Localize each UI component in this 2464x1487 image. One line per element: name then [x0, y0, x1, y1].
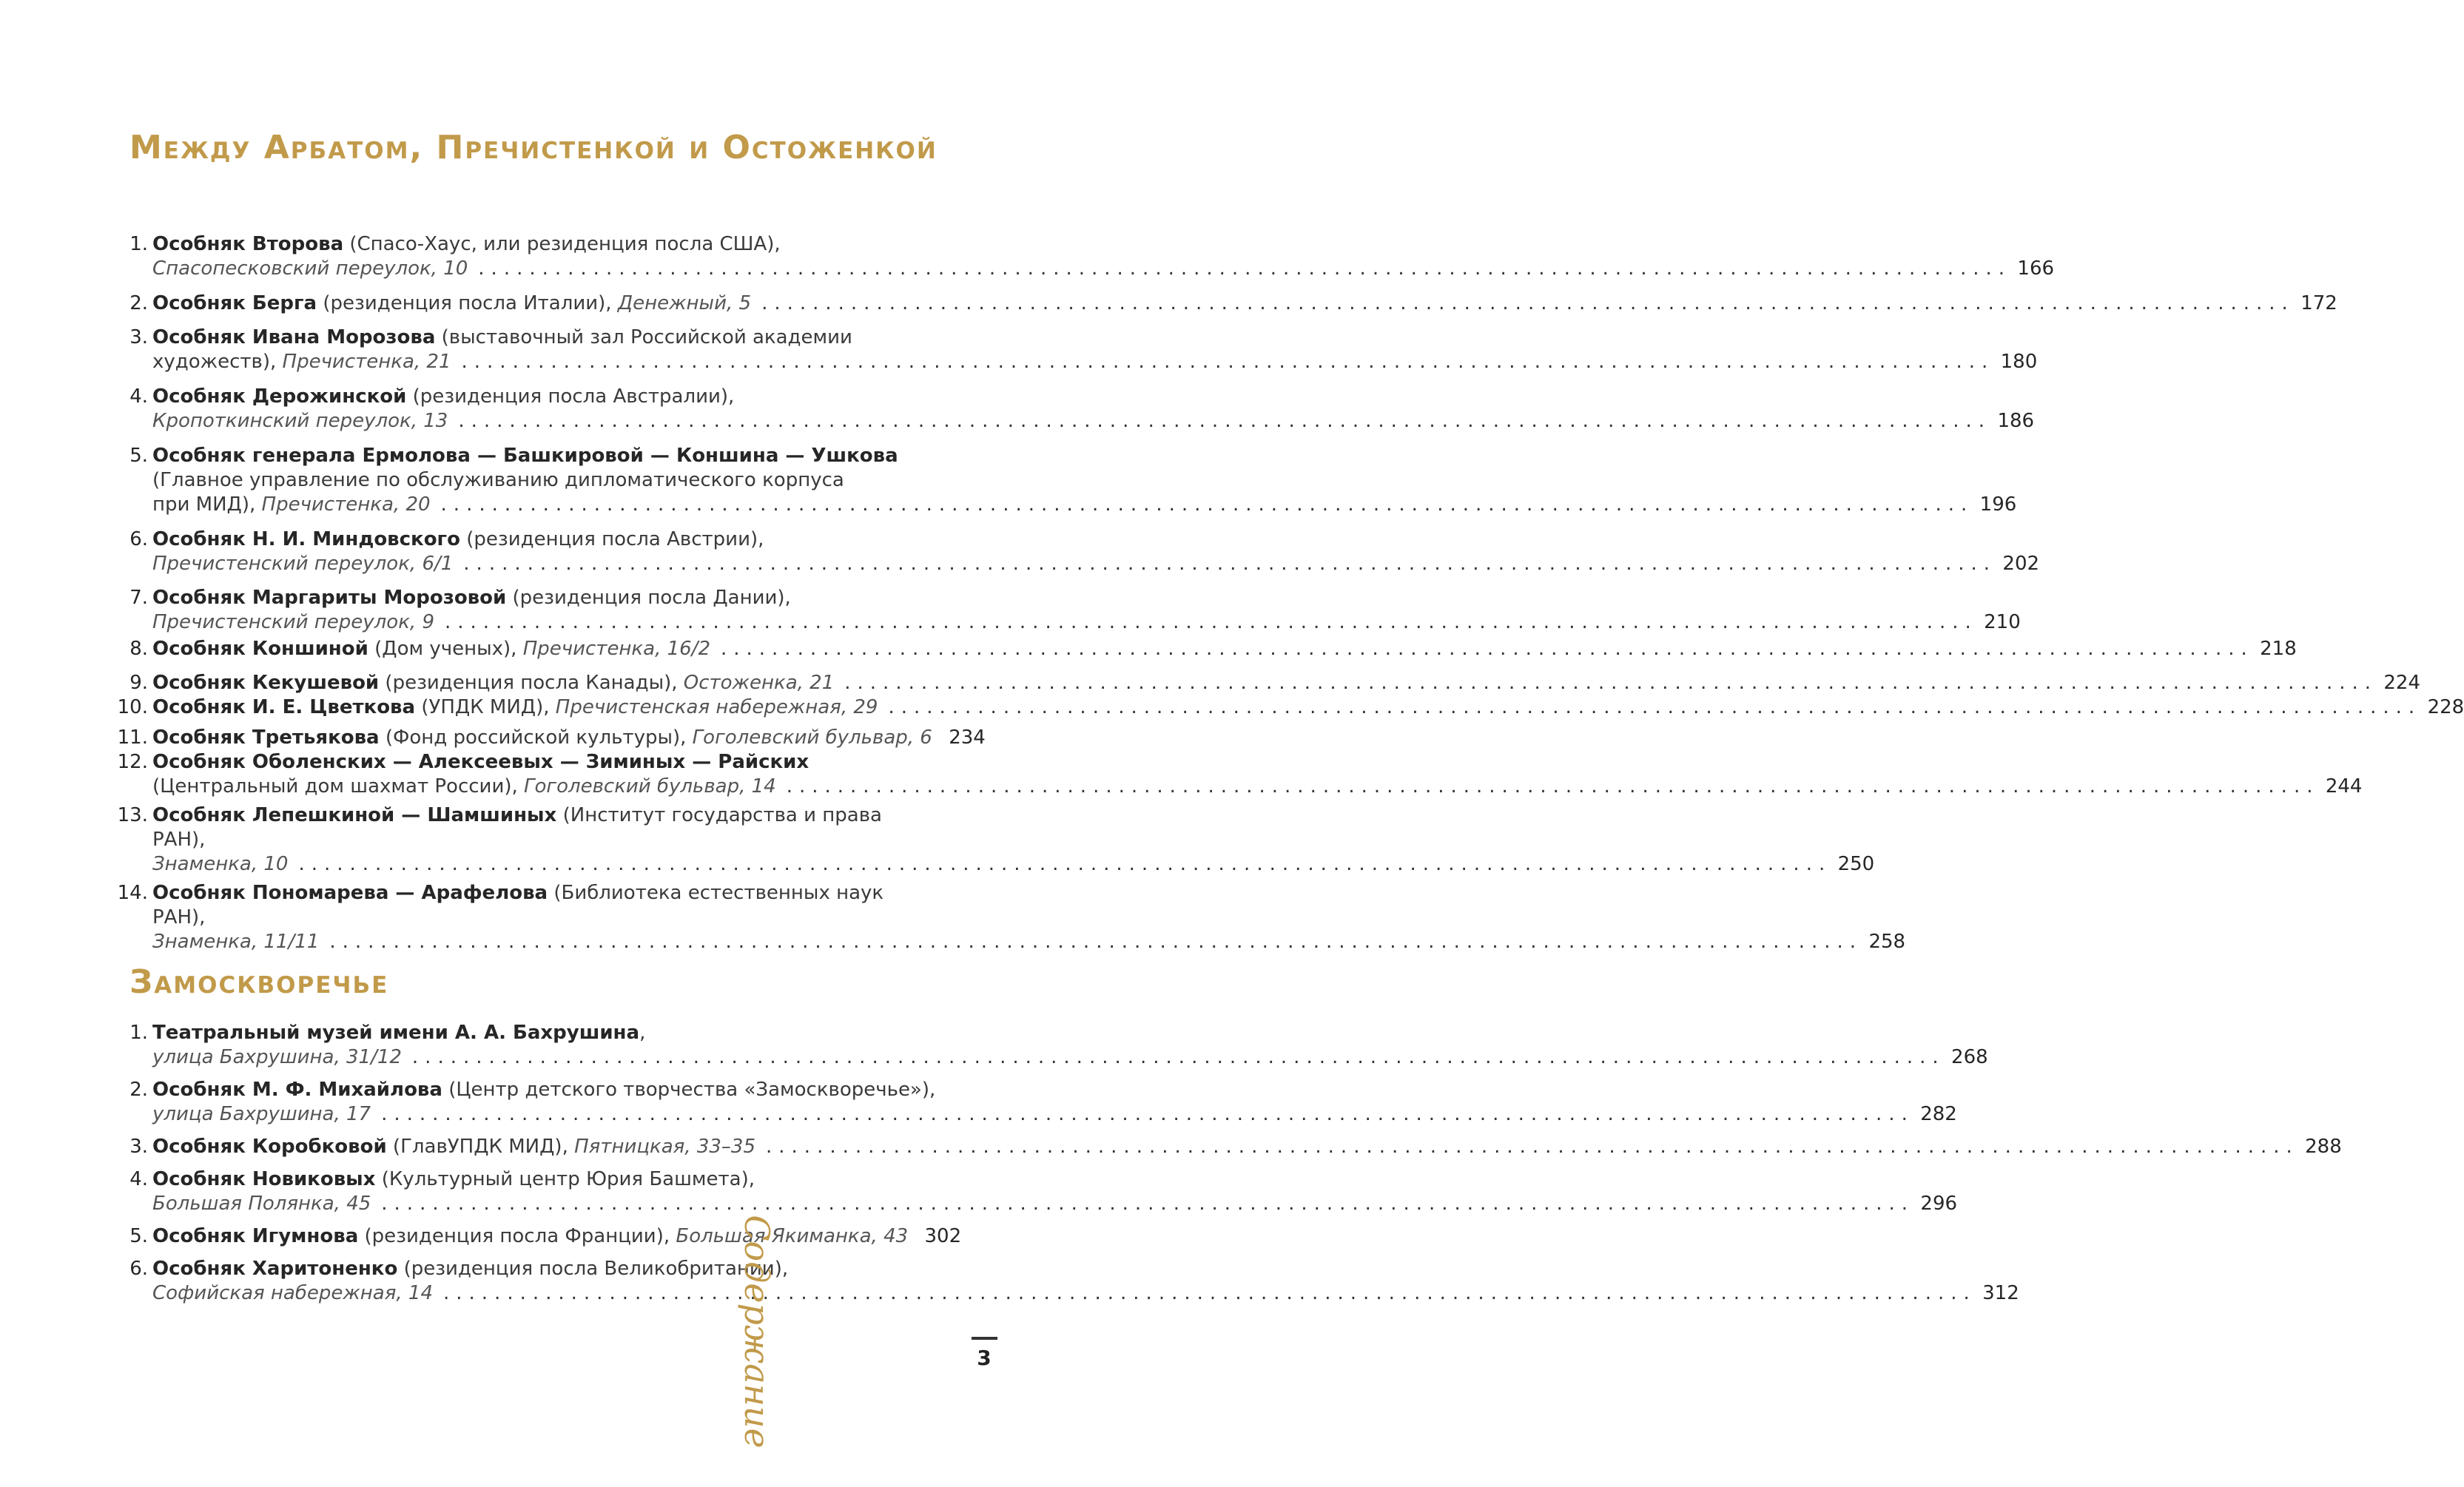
- page-ref: 180: [2000, 351, 2038, 373]
- entry-description: (Дом ученых),: [368, 638, 523, 660]
- entry-address: Спасопесковский переулок, 10: [152, 257, 468, 280]
- page-ref: 234: [949, 726, 986, 749]
- entry-title: Особняк Третьякова: [152, 726, 380, 749]
- entry-address: улица Бахрушина, 31/12: [152, 1046, 402, 1068]
- entry-number: 8.: [129, 638, 148, 660]
- entry-description: (Фонд российской культуры),: [379, 726, 693, 749]
- dot-leader: ........................................................................................................................: [381, 1193, 1915, 1215]
- page-number: 3: [977, 1346, 992, 1370]
- entry-address: Знаменка, 10: [152, 853, 289, 875]
- toc-entry[interactable]: [111, 726, 986, 750]
- dot-leader: ........................................................................................................................: [445, 611, 1978, 633]
- entry-number: 5.: [129, 1225, 148, 1247]
- entry-number: 10.: [117, 696, 148, 718]
- entry-title: Особняк Маргариты Морозовой: [152, 587, 507, 609]
- entry-title: Особняк Берга: [152, 292, 317, 314]
- entry-address: Пречистенка, 21: [282, 351, 451, 373]
- dot-leader: ........................................................................................................................: [720, 638, 2254, 660]
- dot-leader: ........................................................................................................................: [478, 257, 2012, 280]
- entry-number: 2.: [129, 1079, 148, 1101]
- dot-leader: ........................................................................................................................: [463, 553, 1997, 575]
- page-ref: 250: [1837, 853, 1875, 875]
- entry-description: (резиденция посла Великобритании),: [397, 1258, 789, 1280]
- dot-leader: ........................................................................................................................: [381, 1103, 1914, 1125]
- toc-entry[interactable]: [111, 444, 2017, 517]
- entry-address: Гоголевский бульвар, 14: [524, 775, 776, 798]
- toc-entry[interactable]: [111, 586, 2021, 635]
- entry-number: 6.: [129, 1258, 148, 1280]
- entry-description: ,: [639, 1022, 646, 1044]
- entry-address: Пречистенская набережная, 29: [555, 696, 878, 718]
- entry-description: (резиденция посла Италии),: [317, 292, 618, 314]
- entry-number: 1.: [129, 233, 148, 255]
- toc-entry[interactable]: [111, 1021, 1988, 1070]
- toc-entry[interactable]: [111, 527, 2040, 576]
- page-ref: 244: [2325, 775, 2363, 798]
- page-ref: 282: [1920, 1103, 1957, 1125]
- entry-number: 1.: [129, 1022, 148, 1044]
- dot-leader: ........................................................................................................................: [440, 493, 1974, 516]
- entry-description: (Спасо-Хаус, или резиденция посла США),: [343, 233, 781, 255]
- dot-leader: ........................................................................................................................: [329, 931, 1863, 953]
- entry-title: Особняк И. Е. Цветкова: [152, 696, 416, 718]
- section-title: Замоскворечье: [129, 963, 389, 1001]
- entry-title: Особняк Коншиной: [152, 638, 368, 660]
- page-number-rule: [972, 1337, 997, 1340]
- entry-number: 7.: [129, 587, 148, 609]
- entry-description: (резиденция посла Австралии),: [406, 385, 735, 408]
- entry-title: Особняк Н. И. Миндовского: [152, 528, 460, 550]
- page-ref: 166: [2017, 257, 2055, 280]
- toc-list: [111, 1021, 2342, 1306]
- entry-title: Особняк Второва: [152, 233, 344, 255]
- entry-description: (выставочный зал Российской академии: [435, 326, 852, 348]
- entry-title: Особняк Харитоненко: [152, 1258, 398, 1280]
- entry-description: (резиденция посла Канады),: [379, 672, 684, 694]
- toc-entry[interactable]: [111, 750, 2363, 799]
- entry-title: Особняк Новиковых: [152, 1168, 376, 1190]
- dot-leader: ........................................................................................................................: [411, 1046, 1945, 1068]
- toc-entry[interactable]: [111, 1167, 1958, 1216]
- entry-number: 2.: [129, 292, 148, 314]
- entry-address: Софийская набережная, 14: [152, 1282, 433, 1304]
- entry-address: Остоженка, 21: [683, 672, 835, 694]
- entry-title: Особняк генерала Ермолова — Башкировой — Коншина — Ушкова: [152, 445, 898, 467]
- entry-number: 3.: [129, 1136, 148, 1158]
- entry-title: Особняк Игумнова: [152, 1225, 359, 1247]
- entry-title: Особняк Пономарева — Арафелова: [152, 882, 548, 904]
- page-ref: 228: [2427, 696, 2464, 718]
- entry-address: Пречистенка, 20: [261, 493, 431, 516]
- entry-title: Особняк Лепешкиной — Шамшиных: [152, 804, 557, 826]
- dot-leader: ........................................................................................................................: [766, 1136, 2299, 1158]
- page-ref: 268: [1951, 1046, 1988, 1068]
- toc-entry[interactable]: [111, 671, 2421, 695]
- entry-description: (Библиотека естественных наук РАН),: [152, 882, 884, 928]
- entry-number: 13.: [117, 804, 148, 826]
- entry-address: Кропоткинский переулок, 13: [152, 410, 448, 432]
- entry-description: (Институт государства и права РАН),: [152, 804, 882, 851]
- dot-leader: ........................................................................................................................: [458, 410, 1992, 432]
- entry-address: Пятницкая, 33–35: [574, 1136, 756, 1158]
- entry-description: (Центральный дом шахмат России),: [152, 775, 525, 798]
- dot-leader: ........................................................................................................................: [298, 853, 1832, 875]
- entry-title: Особняк Кекушевой: [152, 672, 380, 694]
- entry-title: Особняк Коробковой: [152, 1136, 387, 1158]
- entry-number: 6.: [129, 528, 148, 550]
- toc-entry[interactable]: [111, 881, 1906, 954]
- toc-entry[interactable]: [111, 1257, 2019, 1306]
- toc-entry[interactable]: [111, 637, 2297, 661]
- entry-number: 11.: [117, 726, 148, 749]
- entry-description: (Центр детского творчества «Замоскворечье»),: [442, 1079, 936, 1101]
- entry-number: 5.: [129, 445, 148, 467]
- entry-address: Пречистенский переулок, 9: [152, 611, 434, 633]
- entry-description: (УПДК МИД),: [415, 696, 556, 718]
- entry-address: Пречистенка, 16/2: [522, 638, 710, 660]
- page-ref: 288: [2305, 1136, 2342, 1158]
- entry-number: 4.: [129, 1168, 148, 1190]
- page-ref: 258: [1868, 931, 1906, 953]
- entry-address: Денежный, 5: [617, 292, 752, 314]
- entry-number: 14.: [117, 882, 148, 904]
- entry-address: Гоголевский бульвар, 6: [692, 726, 932, 749]
- entry-description: (резиденция посла Франции),: [358, 1225, 676, 1247]
- toc-entry[interactable]: [111, 1078, 1957, 1127]
- dot-leader: ........................................................................................................................: [844, 672, 2378, 694]
- toc-entry[interactable]: [111, 291, 2337, 316]
- toc-entry[interactable]: [111, 695, 2464, 720]
- page-ref: 202: [2002, 553, 2040, 575]
- toc-entry[interactable]: [111, 326, 2038, 374]
- page-ref: 210: [1984, 611, 2021, 633]
- entry-address: Знаменка, 11/11: [152, 931, 320, 953]
- entry-number: 4.: [129, 385, 148, 408]
- toc-entry[interactable]: [111, 1135, 2342, 1159]
- dot-leader: ........................................................................................................................: [888, 696, 2422, 718]
- entry-title: Особняк М. Ф. Михайлова: [152, 1079, 442, 1101]
- entry-description: (резиденция посла Австрии),: [460, 528, 764, 550]
- toc-entry[interactable]: [111, 803, 1875, 877]
- side-running-title-text: Содержание: [737, 1215, 777, 1449]
- entry-description: (резиденция посла Дании),: [506, 587, 791, 609]
- toc-list: [111, 232, 2464, 954]
- entry-title: Театральный музей имени А. А. Бахрушина: [152, 1022, 640, 1044]
- toc-entry[interactable]: [111, 232, 2055, 281]
- entry-description: (ГлавУПДК МИД),: [386, 1136, 575, 1158]
- page-ref: 196: [1979, 493, 2017, 516]
- entry-description: (Главное управление по обслуживанию дипломатического корпуса: [152, 469, 844, 491]
- page-ref: 218: [2260, 638, 2297, 660]
- section-title: Между Арбатом, Пречистенкой и Остоженкой: [129, 129, 938, 166]
- entry-description: художеств),: [152, 351, 283, 373]
- page-ref: 172: [2300, 292, 2337, 314]
- entry-description: при МИД),: [152, 493, 262, 516]
- entry-title: Особняк Ивана Морозова: [152, 326, 436, 348]
- entry-address: улица Бахрушина, 17: [152, 1103, 371, 1125]
- side-running-title: [727, 1176, 787, 1487]
- dot-leader: ........................................................................................................................: [786, 775, 2320, 798]
- entry-address: Большая Полянка, 45: [152, 1193, 371, 1215]
- entry-address: Большая Якиманка, 43: [676, 1225, 909, 1247]
- entry-description: (Культурный центр Юрия Башмета),: [375, 1168, 755, 1190]
- dot-leader: ........................................................................................................................: [761, 292, 2295, 314]
- page-ref: 312: [1982, 1282, 2019, 1304]
- entry-address: Пречистенский переулок, 6/1: [152, 553, 454, 575]
- toc-entry[interactable]: [111, 1224, 962, 1249]
- page-ref: 296: [1920, 1193, 1958, 1215]
- dot-leader: ........................................................................................................................: [461, 351, 1995, 373]
- page-ref: 224: [2383, 672, 2421, 694]
- entry-title: Особняк Оболенских — Алексеевых — Зиминых — Райских: [152, 751, 809, 773]
- page-ref: 186: [1997, 410, 2035, 432]
- dot-leader: ........................................................................................................................: [443, 1282, 1976, 1304]
- entry-title: Особняк Дерожинской: [152, 385, 407, 408]
- entry-number: 9.: [129, 672, 148, 694]
- toc-entry[interactable]: [111, 385, 2035, 434]
- entry-number: 12.: [117, 751, 148, 773]
- entry-number: 3.: [129, 326, 148, 348]
- page-ref: 302: [924, 1225, 962, 1247]
